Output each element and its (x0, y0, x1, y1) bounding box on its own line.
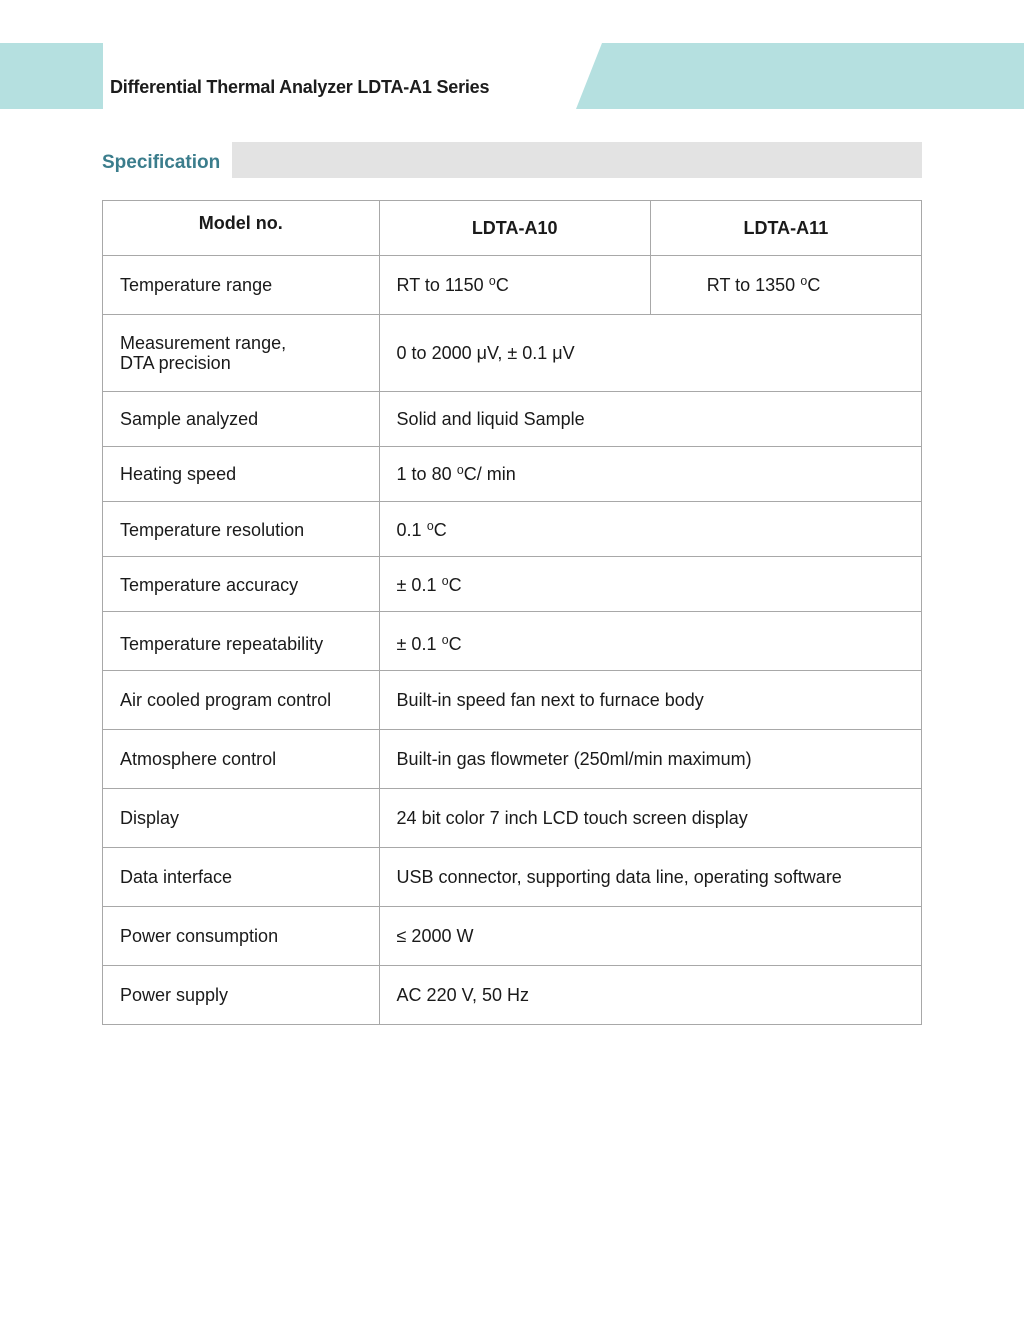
table-row (103, 730, 922, 789)
row-value: USB connector, supporting data line, operating software (379, 848, 921, 907)
table-row (103, 447, 922, 502)
row-label: Power consumption (103, 907, 380, 966)
row-label: Temperature repeatability (103, 612, 380, 671)
model-cell-a11: LDTA-A11 (650, 201, 921, 256)
row-label: Power supply (103, 966, 380, 1025)
row-value: ≤ 2000 W (379, 907, 921, 966)
header-banner (0, 43, 1024, 109)
row-value: 0 to 2000 μV, ± 0.1 μV (379, 315, 921, 392)
row-value: Built-in gas flowmeter (250ml/min maximum) (379, 730, 921, 789)
model-cell-a10: LDTA-A10 (379, 201, 650, 256)
row-label: Temperature resolution (103, 502, 380, 557)
row-label: Sample analyzed (103, 392, 380, 447)
row-label-line: Measurement range, (120, 333, 287, 353)
row-label: Data interface (103, 848, 380, 907)
table-row (103, 392, 922, 447)
row-value: 0.1 ⁰C (379, 502, 921, 557)
section-heading-bar (232, 142, 922, 178)
row-value: Solid and liquid Sample (379, 392, 921, 447)
row-label: Display (103, 789, 380, 848)
table-row (103, 671, 922, 730)
row-label: Temperature range (103, 256, 380, 315)
row-label: Atmosphere control (103, 730, 380, 789)
table-row (103, 848, 922, 907)
section-heading: Specification (102, 152, 221, 173)
table-row (103, 789, 922, 848)
model-label-cell: Model no. (103, 201, 380, 256)
row-value: ± 0.1 ⁰C (379, 557, 921, 612)
table-row (103, 907, 922, 966)
row-label: Heating speed (103, 447, 380, 502)
row-value-a11: RT to 1350 ⁰C (650, 256, 921, 315)
row-value-a10: RT to 1150 ⁰C (379, 256, 650, 315)
row-label: Air cooled program control (103, 671, 380, 730)
row-label-line: DTA precision (120, 353, 231, 373)
row-value: ± 0.1 ⁰C (379, 612, 921, 671)
row-value: AC 220 V, 50 Hz (379, 966, 921, 1025)
table-row (103, 315, 922, 392)
banner-background (0, 43, 1024, 109)
table-row (103, 256, 922, 315)
document-title: Differential Thermal Analyzer LDTA-A1 Series (110, 77, 490, 97)
specification-table (102, 200, 922, 1025)
table-row (103, 966, 922, 1025)
table-header-row (103, 201, 922, 256)
table-row (103, 502, 922, 557)
row-value: 1 to 80 ⁰C/ min (379, 447, 921, 502)
row-value: Built-in speed fan next to furnace body (379, 671, 921, 730)
row-label: Temperature accuracy (103, 557, 380, 612)
row-value: 24 bit color 7 inch LCD touch screen display (379, 789, 921, 848)
row-label (103, 315, 380, 392)
table-row (103, 557, 922, 612)
table-row (103, 612, 922, 671)
